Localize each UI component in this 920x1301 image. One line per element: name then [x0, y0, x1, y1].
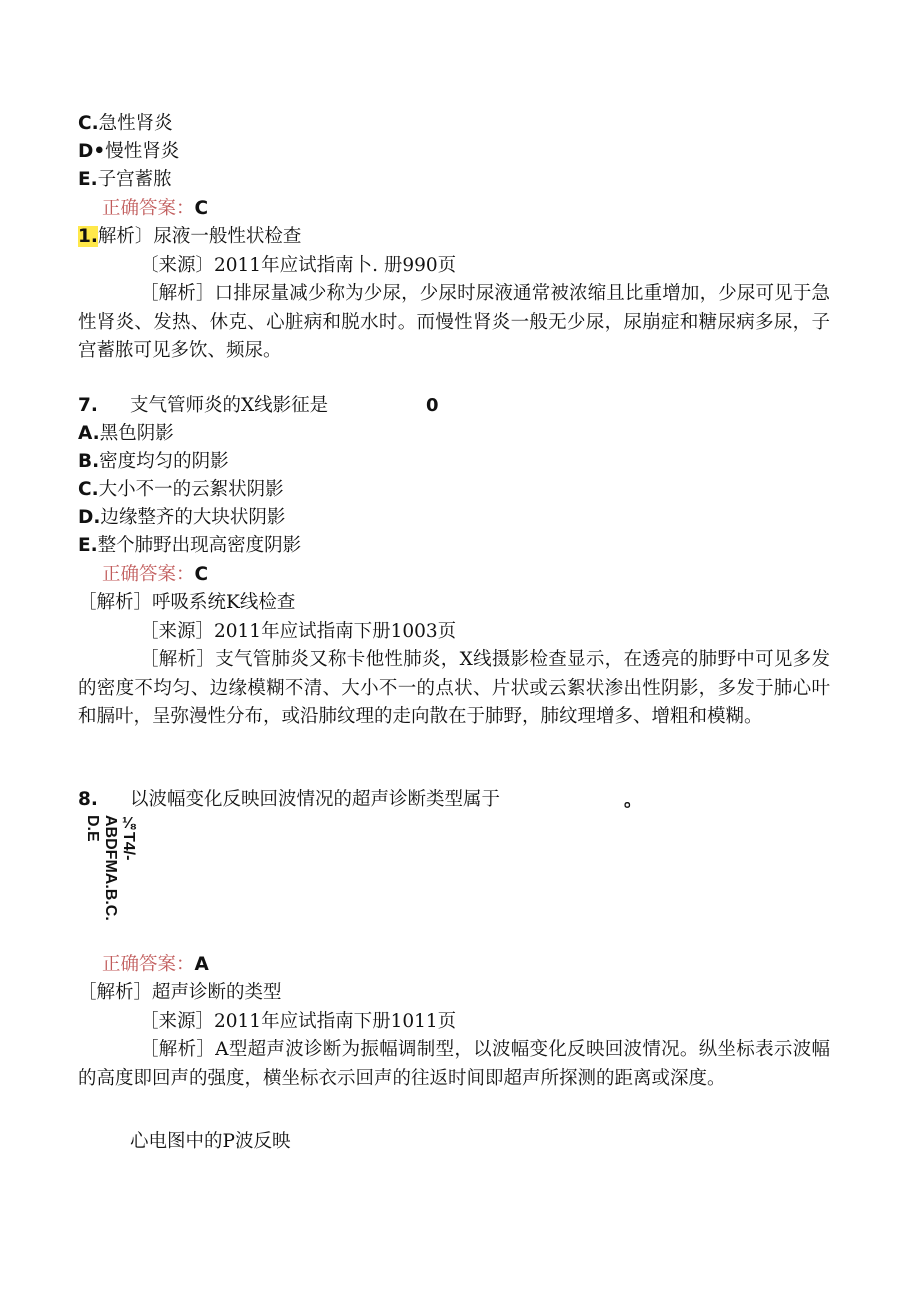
analysis-title: ［解析］呼吸系统K线检查	[78, 592, 296, 613]
explanation-paragraph: ［解析］口排尿量减少称为少尿，少尿时尿液通常被浓缩且比重增加，少尿可见于急性肾炎、发热、休克、心脏病和脱水时。而慢性肾炎一般无少尿，尿崩症和糖尿病多尿，子宫蓄脓可见多饮、频尿。	[78, 283, 830, 361]
rotated-option-line: D.E	[84, 815, 101, 842]
stem-trailing-mark: 。	[624, 790, 642, 811]
source-line: 〔来源〕2011年应试指南卜. 册990页	[140, 255, 457, 276]
option-b: B.密度均匀的阴影	[78, 451, 229, 472]
option-d: D•慢性肾炎	[78, 141, 180, 162]
correct-answer: 正确答案：A	[102, 954, 209, 975]
correct-answer: 正确答案：C	[102, 564, 209, 585]
correct-answer: 正确答案：C	[102, 198, 209, 219]
highlight-mark: 1.	[78, 226, 98, 247]
question-stem: 8. 以波幅变化反映回波情况的超声诊断类型属于	[78, 789, 501, 810]
option-e: E.整个肺野出现高密度阴影	[78, 535, 302, 556]
rotated-options	[80, 815, 138, 945]
rotated-option-line: ABDFMA.B.C.	[102, 815, 119, 921]
explanation-paragraph: ［解析］支气管肺炎又称卡他性肺炎，X线摄影检查显示，在透亮的肺野中可见多发的密度不均匀、边缘模糊不清、大小不一的点状、片状或云絮状渗出性阴影，多发于肺心叶和膈叶，呈弥漫性分布，或沿肺纹理的走向散在于肺野，肺纹理增多、增粗和模糊。	[78, 649, 830, 727]
question-stem: 7. 支气管师炎的X线影征是	[78, 395, 329, 416]
analysis-title: 1.解析〕尿液一般性状检查	[78, 226, 302, 247]
explanation-paragraph: ［解析］A型超声波诊断为振幅调制型，以波幅变化反映回波情况。纵坐标表示波幅的高度即回声的强度，横坐标衣示回声的往返时间即超声所探测的距离或深度。	[78, 1039, 830, 1089]
option-c: C.急性肾炎	[78, 113, 173, 134]
analysis-title: ［解析］超声诊断的类型	[78, 982, 282, 1003]
source-line: ［来源］2011年应试指南下册1011页	[140, 1011, 457, 1032]
stem-trailing-mark: 0	[426, 395, 439, 416]
option-d: D.边缘整齐的大块状阴影	[78, 507, 286, 528]
rotated-option-line: ⅛T4/-	[120, 815, 137, 861]
option-e: E.子宫蓄脓	[78, 169, 172, 190]
question-stem: 心电图中的P波反映	[130, 1131, 291, 1152]
source-line: ［来源］2011年应试指南下册1003页	[140, 621, 457, 642]
option-a: A.黑色阴影	[78, 423, 174, 444]
option-c: C.大小不一的云絮状阴影	[78, 479, 284, 500]
